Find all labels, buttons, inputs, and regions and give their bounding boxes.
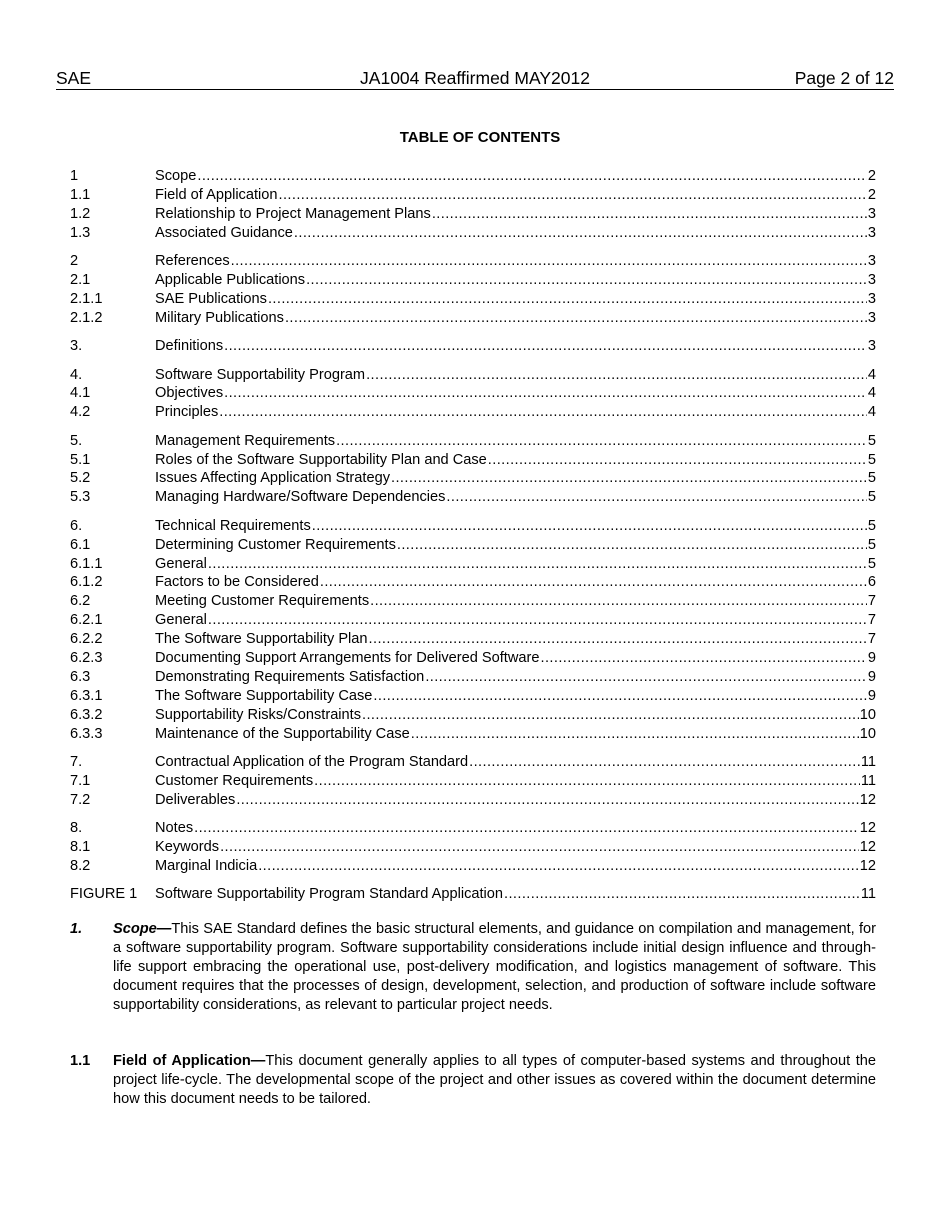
toc-entry-body — [155, 630, 876, 649]
toc-entry-number: 6.2 — [70, 593, 91, 610]
toc-entry-body — [155, 337, 876, 356]
toc-entry-number: 6.1 — [70, 536, 91, 553]
toc-entry-number: 1.3 — [70, 224, 91, 241]
toc-group — [70, 517, 876, 744]
section-number: 1.1 — [70, 1053, 91, 1069]
toc-entry-page: 5 — [867, 536, 876, 553]
table-of-contents — [70, 167, 876, 914]
toc-entry-body — [155, 753, 876, 772]
toc-dot-leader — [320, 573, 867, 592]
toc-dot-leader — [425, 668, 867, 687]
toc-dot-leader — [219, 403, 867, 422]
toc-entry-label: Technical Requirements — [155, 517, 311, 534]
toc-entry-page: 11 — [860, 886, 876, 903]
toc-entry-number: 7. — [70, 753, 83, 770]
toc-entry[interactable] — [70, 885, 876, 904]
toc-entry-label: The Software Supportability Plan — [155, 631, 368, 648]
toc-entry-page: 3 — [867, 253, 876, 270]
toc-dot-leader — [504, 885, 860, 904]
header-org: SAE — [56, 68, 92, 88]
toc-entry-label: Supportability Risks/Constraints — [155, 706, 362, 723]
toc-entry-body — [155, 366, 876, 385]
toc-entry-label: General — [155, 555, 207, 572]
toc-entry-page: 2 — [867, 186, 876, 203]
toc-group — [70, 366, 876, 423]
toc-entry-page: 6 — [867, 574, 876, 591]
toc-entry-number: 8.2 — [70, 857, 91, 874]
toc-entry-body — [155, 791, 876, 810]
toc-dot-leader — [370, 592, 867, 611]
toc-entry[interactable] — [70, 469, 876, 488]
toc-entry[interactable] — [70, 384, 876, 403]
toc-entry-page: 12 — [859, 791, 876, 808]
toc-entry-label: Contractual Application of the Program Standard — [155, 753, 469, 770]
toc-dot-leader — [336, 432, 867, 451]
toc-entry-page: 10 — [859, 725, 876, 742]
toc-entry[interactable] — [70, 725, 876, 744]
toc-entry-label: Demonstrating Requirements Satisfaction — [155, 668, 425, 685]
toc-entry[interactable] — [70, 252, 876, 271]
toc-entry-label: Maintenance of the Supportability Case — [155, 725, 410, 742]
toc-entry-label: References — [155, 253, 230, 270]
toc-entry[interactable] — [70, 611, 876, 630]
toc-entry-body — [155, 573, 876, 592]
toc-entry-body — [155, 252, 876, 271]
toc-entry-number: 4. — [70, 366, 83, 383]
toc-entry-page: 5 — [867, 555, 876, 572]
toc-dot-leader — [366, 366, 867, 385]
toc-entry-body — [155, 432, 876, 451]
toc-dot-leader — [258, 857, 859, 876]
toc-entry[interactable] — [70, 838, 876, 857]
toc-entry-number: 8. — [70, 820, 83, 837]
toc-entry-body — [155, 668, 876, 687]
toc-dot-leader — [488, 451, 867, 470]
toc-entry-body — [155, 838, 876, 857]
section-body — [113, 920, 876, 1015]
section-field-of-application — [70, 1052, 876, 1109]
toc-entry-label: Software Supportability Program Standard Application — [155, 886, 504, 903]
toc-entry-page: 12 — [859, 820, 876, 837]
toc-entry-page: 5 — [867, 451, 876, 468]
toc-entry[interactable] — [70, 791, 876, 810]
toc-entry[interactable] — [70, 555, 876, 574]
toc-dot-leader — [432, 205, 867, 224]
toc-entry-number: 4.1 — [70, 385, 91, 402]
toc-dot-leader — [194, 819, 859, 838]
toc-entry-body — [155, 819, 876, 838]
toc-entry-label: Meeting Customer Requirements — [155, 593, 370, 610]
toc-entry[interactable] — [70, 290, 876, 309]
toc-entry-page: 5 — [867, 470, 876, 487]
toc-entry[interactable] — [70, 309, 876, 328]
toc-entry-number: 2.1 — [70, 271, 91, 288]
toc-dot-leader — [208, 611, 867, 630]
toc-entry-body — [155, 857, 876, 876]
toc-entry-label: Military Publications — [155, 309, 284, 326]
toc-entry[interactable] — [70, 592, 876, 611]
toc-dot-leader — [312, 517, 867, 536]
toc-entry-body — [155, 885, 876, 904]
toc-entry-body — [155, 384, 876, 403]
toc-dot-leader — [446, 488, 866, 507]
toc-entry-label: General — [155, 612, 207, 629]
toc-entry-number: 6.2.2 — [70, 631, 103, 648]
toc-entry-page: 4 — [867, 366, 876, 383]
toc-entry-number: 6.3 — [70, 668, 91, 685]
toc-dot-leader — [279, 186, 867, 205]
toc-dot-leader — [411, 725, 859, 744]
toc-entry-label: Relationship to Project Management Plans — [155, 205, 431, 222]
toc-dot-leader — [208, 555, 867, 574]
toc-entry-number: 1 — [70, 168, 79, 184]
toc-entry-number: 7.2 — [70, 791, 91, 808]
section-scope — [70, 920, 876, 1015]
toc-entry-label: Determining Customer Requirements — [155, 536, 396, 553]
toc-entry-body — [155, 687, 876, 706]
toc-entry-page: 7 — [867, 612, 876, 629]
toc-entry-label: Roles of the Software Supportability Plan and Case — [155, 451, 487, 468]
toc-entry-page: 9 — [867, 649, 876, 666]
toc-entry-body — [155, 706, 876, 725]
toc-entry-label: Scope — [155, 168, 197, 184]
toc-entry[interactable] — [70, 403, 876, 422]
page-header — [56, 67, 894, 90]
toc-dot-leader — [306, 271, 867, 290]
toc-entry-body — [155, 224, 876, 243]
toc-title: TABLE OF CONTENTS — [399, 129, 561, 146]
toc-entry-page: 12 — [859, 857, 876, 874]
toc-group — [70, 167, 876, 243]
toc-entry-label: Customer Requirements — [155, 772, 314, 789]
toc-entry-label: Marginal Indicia — [155, 857, 258, 874]
toc-entry-body — [155, 592, 876, 611]
toc-entry-label: Notes — [155, 820, 194, 837]
toc-entry[interactable] — [70, 630, 876, 649]
toc-dot-leader — [236, 791, 858, 810]
toc-entry-page: 11 — [860, 772, 876, 789]
toc-entry-page: 10 — [859, 706, 876, 723]
toc-entry-page: 3 — [867, 205, 876, 222]
toc-dot-leader — [224, 384, 867, 403]
toc-entry-page: 5 — [867, 517, 876, 534]
toc-entry-number: 1.1 — [70, 186, 91, 203]
section-text: This document generally applies to all types of computer-based systems and throughout the project life-cycle. The developmental scope of the project and other issues as covered within the document determine how this document needs to be tailored. — [113, 1053, 877, 1108]
toc-dot-leader — [285, 309, 867, 328]
toc-entry-label: Field of Application — [155, 186, 278, 203]
toc-entry[interactable] — [70, 573, 876, 592]
toc-entry-page: 5 — [867, 489, 876, 506]
toc-entry-number: 2 — [70, 253, 79, 270]
toc-entry-body — [155, 186, 876, 205]
toc-entry-body — [155, 451, 876, 470]
toc-entry-number: FIGURE 1 — [70, 886, 138, 903]
toc-entry[interactable] — [70, 488, 876, 507]
toc-entry-number: 6.2.1 — [70, 612, 103, 629]
toc-entry-number: 6.1.1 — [70, 555, 103, 572]
toc-entry-body — [155, 205, 876, 224]
toc-entry-number: 6.2.3 — [70, 649, 103, 666]
toc-entry[interactable] — [70, 649, 876, 668]
toc-entry-label: Software Supportability Program — [155, 366, 366, 383]
toc-entry-label: Managing Hardware/Software Dependencies — [155, 489, 446, 506]
toc-entry[interactable] — [70, 536, 876, 555]
toc-entry-page: 7 — [867, 631, 876, 648]
toc-group — [70, 753, 876, 810]
toc-entry-number: 6. — [70, 517, 83, 534]
toc-entry[interactable] — [70, 687, 876, 706]
toc-entry-page: 7 — [867, 593, 876, 610]
toc-entry[interactable] — [70, 205, 876, 224]
toc-dot-leader — [220, 838, 859, 857]
section-heading: Field of Application— — [113, 1053, 266, 1069]
section-heading: Scope— — [113, 921, 172, 937]
toc-entry-page: 4 — [867, 385, 876, 402]
toc-entry[interactable] — [70, 186, 876, 205]
toc-entry[interactable] — [70, 337, 876, 356]
toc-entry-number: 3. — [70, 338, 83, 355]
toc-entry-body — [155, 611, 876, 630]
toc-entry[interactable] — [70, 706, 876, 725]
toc-entry-label: Management Requirements — [155, 432, 336, 449]
toc-dot-leader — [373, 687, 866, 706]
toc-group — [70, 885, 876, 904]
toc-dot-leader — [231, 252, 867, 271]
toc-entry-page: 12 — [859, 839, 876, 855]
toc-dot-leader — [397, 536, 867, 555]
toc-entry-body — [155, 649, 876, 668]
toc-entry-page: 5 — [867, 432, 876, 449]
toc-dot-leader — [268, 290, 867, 309]
toc-entry-page: 4 — [867, 404, 876, 421]
toc-group — [70, 337, 876, 356]
toc-entry[interactable] — [70, 517, 876, 536]
toc-entry-number: 5.3 — [70, 489, 91, 506]
toc-entry-label: Keywords — [155, 839, 220, 855]
toc-entry-body — [155, 290, 876, 309]
toc-entry-body — [155, 167, 876, 186]
toc-group — [70, 432, 876, 508]
toc-entry[interactable] — [70, 167, 876, 186]
toc-entry-label: Issues Affecting Application Strategy — [155, 470, 390, 487]
toc-entry-label: Applicable Publications — [155, 271, 306, 288]
toc-entry[interactable] — [70, 753, 876, 772]
toc-entry[interactable] — [70, 432, 876, 451]
toc-entry-number: 8.1 — [70, 839, 91, 855]
toc-entry-label: Factors to be Considered — [155, 574, 319, 591]
toc-entry-label: Associated Guidance — [155, 224, 293, 241]
section-text: This SAE Standard defines the basic structural elements, and guidance on compilation and management, for a software supportability program. Software supportability considerations include initial design influence and through-life support embracing the operational use, post-delivery modification, and logistics management of software. This document requires that the processes of design, development, selection, and production of software include software supportability considerations, as relevant to particular project needs. — [113, 921, 876, 1014]
toc-entry-body — [155, 555, 876, 574]
toc-dot-leader — [469, 753, 860, 772]
toc-entry[interactable] — [70, 271, 876, 290]
toc-entry-body — [155, 517, 876, 536]
toc-entry-label: Documenting Support Arrangements for Delivered Software — [155, 649, 540, 666]
toc-entry-number: 5.2 — [70, 470, 91, 487]
toc-entry-body — [155, 772, 876, 791]
toc-entry-number: 4.2 — [70, 404, 91, 421]
toc-entry-number: 5. — [70, 432, 83, 449]
toc-entry-body — [155, 536, 876, 555]
toc-entry[interactable] — [70, 668, 876, 687]
toc-entry-number: 2.1.2 — [70, 309, 103, 326]
toc-entry-body — [155, 271, 876, 290]
toc-entry-page: 3 — [867, 271, 876, 288]
toc-entry-number: 6.3.1 — [70, 687, 103, 704]
toc-entry-number: 6.3.3 — [70, 725, 103, 742]
toc-entry-body — [155, 469, 876, 488]
toc-entry[interactable] — [70, 366, 876, 385]
toc-entry-body — [155, 403, 876, 422]
toc-entry[interactable] — [70, 857, 876, 876]
toc-entry-label: SAE Publications — [155, 290, 267, 307]
toc-entry-number: 7.1 — [70, 772, 91, 789]
toc-dot-leader — [362, 706, 859, 725]
toc-dot-leader — [541, 649, 867, 668]
toc-entry-page: 3 — [867, 309, 876, 326]
toc-entry-body — [155, 488, 876, 507]
toc-entry-body — [155, 309, 876, 328]
toc-entry-number: 1.2 — [70, 205, 91, 222]
toc-entry-number: 6.3.2 — [70, 706, 103, 723]
toc-dot-leader — [294, 224, 867, 243]
toc-group — [70, 819, 876, 876]
toc-entry-page: 9 — [867, 668, 876, 685]
toc-entry-body — [155, 725, 876, 744]
toc-entry-page: 11 — [860, 753, 876, 770]
toc-entry-page: 3 — [867, 290, 876, 307]
toc-entry[interactable] — [70, 772, 876, 791]
toc-entry[interactable] — [70, 819, 876, 838]
toc-group — [70, 252, 876, 328]
toc-dot-leader — [314, 772, 860, 791]
header-page-number: Page 2 of 12 — [794, 68, 894, 88]
toc-entry-number: 5.1 — [70, 451, 91, 468]
section-number: 1. — [70, 921, 83, 937]
toc-entry-label: Principles — [155, 404, 219, 421]
toc-entry-number: 2.1.1 — [70, 290, 103, 307]
toc-entry-label: Definitions — [155, 338, 224, 355]
toc-entry-page: 3 — [867, 224, 876, 241]
toc-dot-leader — [224, 337, 867, 356]
section-body — [113, 1052, 876, 1109]
toc-dot-leader — [369, 630, 867, 649]
toc-entry-label: Objectives — [155, 385, 224, 402]
toc-entry-number: 6.1.2 — [70, 574, 103, 591]
toc-entry-page: 9 — [867, 687, 876, 704]
toc-entry-page: 2 — [867, 168, 876, 184]
header-document-id: JA1004 Reaffirmed MAY2012 — [360, 68, 590, 88]
toc-entry-page: 3 — [867, 338, 876, 355]
toc-dot-leader — [391, 469, 867, 488]
toc-entry-label: The Software Supportability Case — [155, 687, 373, 704]
toc-entry[interactable] — [70, 451, 876, 470]
toc-entry-label: Deliverables — [155, 791, 236, 808]
toc-dot-leader — [197, 167, 866, 186]
toc-entry[interactable] — [70, 224, 876, 243]
